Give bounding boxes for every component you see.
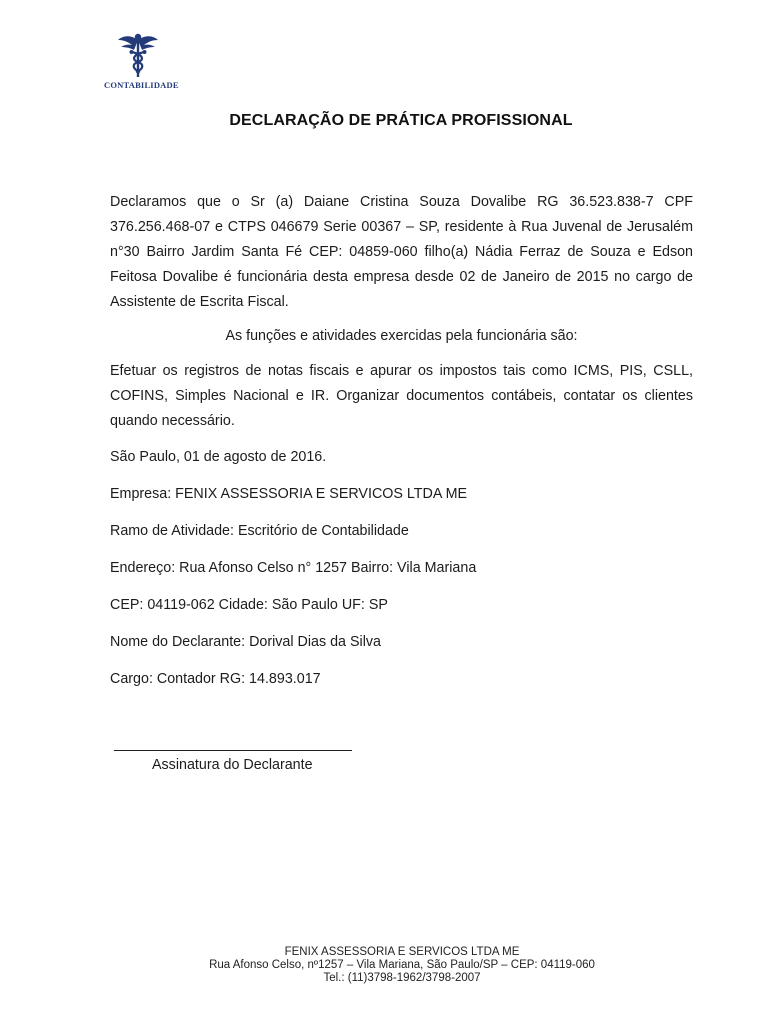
functions-paragraph: Efetuar os registros de notas fiscais e apurar os impostos tais como ICMS, PIS, CSLL, COFINS, Simples Nacional e IR. Organizar documentos contábeis, contatar os clientes quando necessário. <box>110 363 693 429</box>
address-line: Endereço: Rua Afonso Celso n° 1257 Bairro: Vila Mariana <box>110 560 477 576</box>
activity-line: Ramo de Atividade: Escritório de Contabilidade <box>110 523 409 539</box>
document-body <box>110 190 693 689</box>
role-line: Cargo: Contador RG: 14.893.017 <box>110 671 321 687</box>
declaration-paragraph: Declaramos que o Sr (a) Daiane Cristina Souza Dovalibe RG 36.523.838-7 CPF 376.256.468-07 e CTPS 046679 Serie 00367 – SP, residente à Rua Juvenal de Jerusalém n°30 Bairro Jardim Santa Fé CEP: 04859-060 filho(a) Nádia Ferraz de Souza e Edson Feitosa Dovalibe é funcionária desta empresa desde 02 de Janeiro de 2015 no cargo de Assistente de Escrita Fiscal. <box>110 194 693 310</box>
footer-address: Rua Afonso Celso, nº1257 – Vila Mariana, São Paulo/SP – CEP: 04119-060 <box>209 959 595 971</box>
caduceus-icon <box>104 30 172 80</box>
footer-company: FENIX ASSESSORIA E SERVICOS LTDA ME <box>284 946 520 958</box>
declarant-line: Nome do Declarante: Dorival Dias da Silva <box>110 634 381 650</box>
footer-phone: Tel.: (11)3798-1962/3798-2007 <box>323 972 481 984</box>
signature-label: Assinatura do Declarante <box>152 757 313 773</box>
cep-city-line: CEP: 04119-062 Cidade: São Paulo UF: SP <box>110 597 388 613</box>
functions-intro: As funções e atividades exercidas pela funcionária são: <box>225 328 578 344</box>
date-line: São Paulo, 01 de agosto de 2016. <box>110 449 327 465</box>
signature-line <box>114 750 352 751</box>
company-line: Empresa: FENIX ASSESSORIA E SERVICOS LTDA ME <box>110 486 468 502</box>
document-title: DECLARAÇÃO DE PRÁTICA PROFISSIONAL <box>229 112 573 129</box>
company-logo <box>104 30 179 96</box>
page-footer <box>0 946 768 985</box>
logo-text: CONTABILIDADE <box>104 80 179 90</box>
